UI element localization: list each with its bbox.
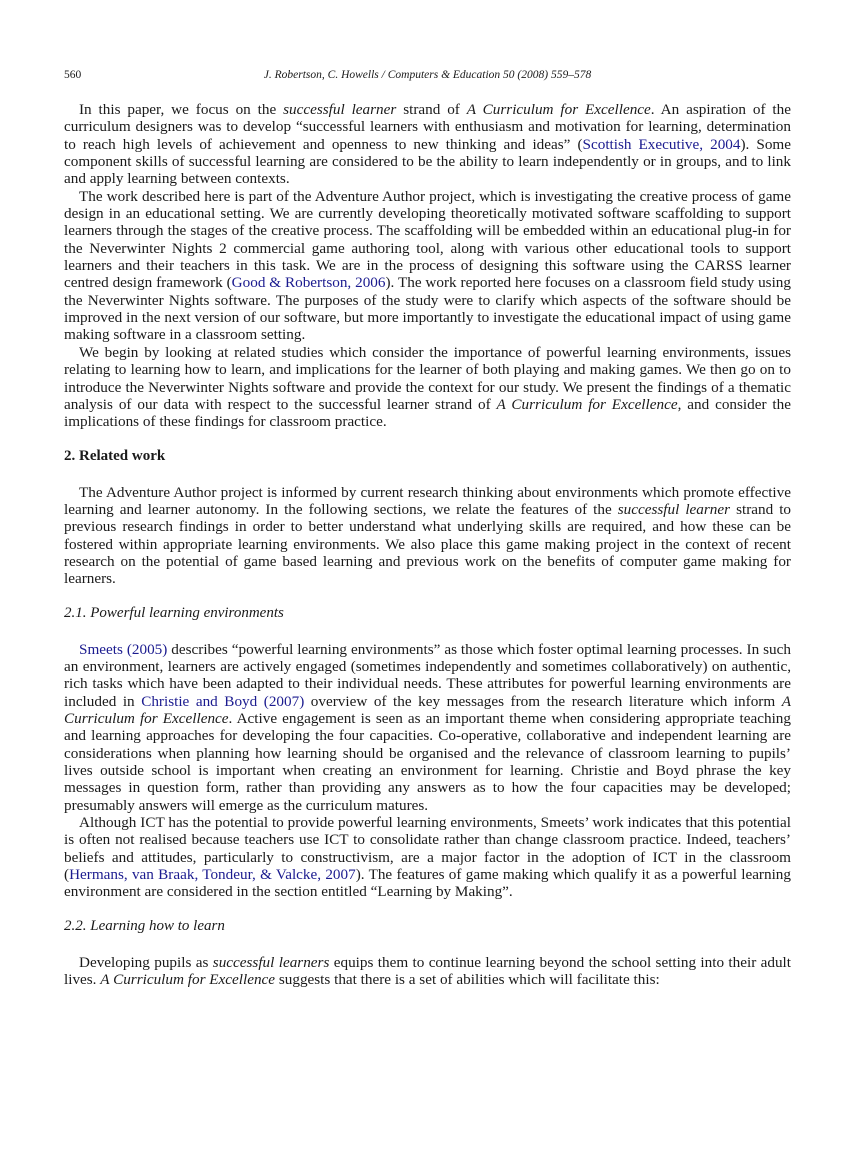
text-run: ). The features of game making which qualify it as a powerful learning environment are considered in the section entitled “Learning by Making”. xyxy=(64,866,791,901)
text-run: equips them to continue learning beyond the school setting into their adult lives. xyxy=(64,953,791,989)
text-run: We begin by looking at related studies which consider the importance of powerful learning environments, issues relating to learning how to learn, and implications for the learner of both playing and making games. We then go on to introduce the Neverwinter Nights software and provide the context for our study. We present the findings of a thematic analysis of our data with respect to the successful learner strand of xyxy=(64,343,791,413)
powerful-learning-paragraph-2 xyxy=(64,814,791,901)
emphasis: successful learner xyxy=(617,500,731,518)
subsection-heading-learning-how-to-learn: 2.2. Learning how to learn xyxy=(64,917,225,934)
related-work-paragraph-1 xyxy=(64,484,791,588)
page-number: 560 xyxy=(64,69,82,81)
text-run: suggests that there is a set of abilities which will facilitate this: xyxy=(275,971,660,989)
emphasis: A Curriculum for Excellence xyxy=(64,692,792,727)
text-run: , and consider the implications of these findings for classroom practice. xyxy=(64,395,791,431)
intro-paragraph-3 xyxy=(64,344,791,431)
emphasis: A Curriculum for Excellence xyxy=(100,971,276,989)
text-run: Developing pupils as xyxy=(79,953,213,971)
emphasis: successful learner xyxy=(283,101,397,118)
powerful-learning-paragraph-1 xyxy=(64,641,791,814)
text-run: overview of the key messages from the research literature which inform xyxy=(304,692,782,710)
running-title: J. Robertson, C. Howells / Computers & Education 50 (2008) 559–578 xyxy=(263,69,592,81)
emphasis: A Curriculum for Excellence xyxy=(496,395,678,413)
text-run: . Active engagement is seen as an important theme when considering appropriate teaching and learning approaches for developing the four capacities. Co-operative, collaborative and independent learning are considerations when planning how learning should be organised and the relevance of classroom learning to pupils’ lives outside school is important when creating an environment for learning. Christie and Boyd phrase the key messages in question form, rather than providing any answers as to how the four capacities may be developed; presumably answers will emerge as the curriculum matures. xyxy=(64,709,791,814)
citation-link-good-robertson[interactable]: Good & Robertson, 2006 xyxy=(231,274,386,292)
text-run: ). The work reported here focuses on a classroom field study using the Neverwinter Nights software. The purposes of the study were to clarify which aspects of the software should be improved in the next version of our software, but more importantly to investigate the educational impact of using game making software in a classroom setting. xyxy=(64,274,791,344)
learning-how-to-learn-paragraph-1 xyxy=(64,954,791,989)
text-run: . An aspiration of the curriculum designers was to develop “successful learners with enthusiasm and motivation for learning, determination to reach high levels of achievement and openness to new thinking and ideas” ( xyxy=(64,101,791,153)
text-run: Although ICT has the potential to provide powerful learning environments, Smeets’ work indicates that this potential is often not realised because teachers use ICT to consolidate rather than change classroom practice. Indeed, teachers’ beliefs and attitudes, particularly to constructivism, are a major factor in the adoption of ICT in the classroom ( xyxy=(64,814,791,884)
running-head xyxy=(64,66,791,84)
intro-paragraph-1 xyxy=(64,101,791,188)
text-run: ). Some component skills of successful learning are considered to be the ability to learn independently or in groups, and to link and apply learning between contexts. xyxy=(64,135,791,188)
citation-link-scottish-executive[interactable]: Scottish Executive, 2004 xyxy=(582,135,741,153)
text-run: describes “powerful learning environments” as those which foster optimal learning processes. In such an environment, learners are actively engaged (sometimes independently and sometimes collaboratively) on authentic, rich tasks which have been adapted to their individual needs. These attributes for powerful learning environments are included in xyxy=(64,640,791,710)
citation-link-christie-boyd[interactable]: Christie and Boyd (2007) xyxy=(141,692,305,710)
intro-paragraph-2 xyxy=(64,188,791,344)
text-run: The work described here is part of the Adventure Author project, which is investigating the creative process of game design in an educational setting. We are currently developing theoretically motivated software scaffolding to support learners through the stages of the creative process. The scaffolding will be embedded within an educational plug-in for the Neverwinter Nights 2 commercial game authoring tool, along with various other educational tools to support learners and their teachers in this task. We are in the process of designing this software using the CARSS learner centred design framework ( xyxy=(64,187,791,292)
citation-link-smeets[interactable]: Smeets (2005) xyxy=(79,640,168,658)
text-run: In this paper, we focus on the xyxy=(79,101,284,118)
paper-page xyxy=(64,66,791,988)
text-run: The Adventure Author project is informed by current research thinking about environments which promote effective learning and learner autonomy. In the following sections, we relate the features of the xyxy=(64,483,791,518)
section-heading-related-work: 2. Related work xyxy=(64,447,166,464)
emphasis: successful learners xyxy=(212,953,330,971)
subsection-heading-powerful-learning: 2.1. Powerful learning environments xyxy=(64,604,284,621)
emphasis: A Curriculum for Excellence xyxy=(466,101,651,118)
text-run: strand of xyxy=(396,101,467,118)
text-run: strand to previous research findings in order to better understand what underlying skills are required, and how these can be fostered within appropriate learning environments. We also place this game making project in the context of recent research on the potential of game based learning and previous work on the benefits of computer game making for learners. xyxy=(64,500,792,588)
citation-link-hermans[interactable]: Hermans, van Braak, Tondeur, & Valcke, 2007 xyxy=(69,866,356,884)
